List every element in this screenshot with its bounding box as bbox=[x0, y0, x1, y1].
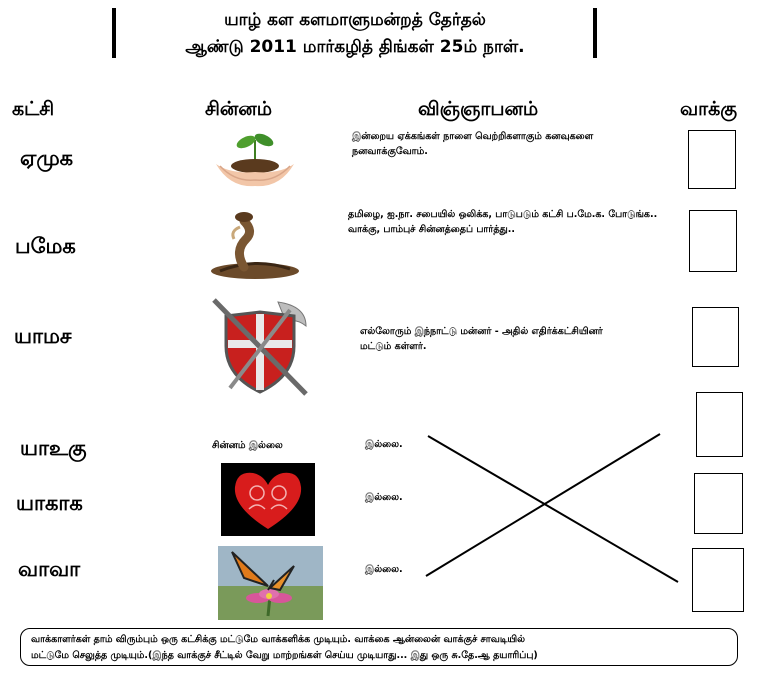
vote-box[interactable] bbox=[694, 473, 743, 534]
manifesto-text: இல்லை. bbox=[365, 492, 403, 503]
cobra-snake-icon bbox=[200, 207, 300, 281]
vote-box[interactable] bbox=[688, 130, 736, 189]
cross-out-mark bbox=[420, 430, 680, 585]
vote-box[interactable] bbox=[692, 307, 739, 367]
header-vote: வாக்கு bbox=[680, 98, 738, 120]
title-left-bar bbox=[112, 8, 116, 58]
heart-couple-icon bbox=[221, 463, 315, 536]
manifesto-text: இல்லை. bbox=[365, 564, 403, 575]
party-name: யாகாக bbox=[16, 491, 83, 515]
party-name: யாமச bbox=[14, 324, 72, 348]
manifesto-text: இல்லை. bbox=[365, 439, 403, 450]
butterfly-flower-icon bbox=[218, 546, 323, 620]
notice-line-1: வாக்காளர்கள் தாம் விரும்பும் ஒரு கட்சிக்கு மட்டுமே வாக்களிக்க முடியும். வாக்கை ஆன்லைன் வாக்குச் சாவடியில் bbox=[31, 634, 526, 645]
party-name: பமேக bbox=[15, 234, 76, 258]
vote-box[interactable] bbox=[689, 210, 737, 272]
plant-in-hands-icon bbox=[210, 126, 300, 194]
manifesto-text: தமிழை, ஐ.நா. சபையில் ஒலிக்க, பாடுபடும் கட்சி ப.மே.க. போடுங்க.. வாக்கு, பாம்புச் சின்னத்தைப் பார்த்து.. bbox=[348, 209, 658, 235]
manifesto-text: இன்றைய ஏக்கங்கள் நாளை வெற்றிகளாகும் கனவுகளை நனவாக்குவோம். bbox=[352, 131, 594, 157]
header-party: கட்சி bbox=[12, 98, 55, 120]
title-right-bar bbox=[593, 8, 597, 58]
notice-line-2: மட்டுமே செலுத்த முடியும்.(இந்த வாக்குச் சீட்டில் வேறு மாற்றங்கள் செய்ய முடியாது... இது ஒரு சு.தே.ஆ தயாரிப்பு) bbox=[31, 650, 538, 661]
vote-box[interactable] bbox=[696, 392, 743, 457]
shield-sword-axe-icon bbox=[206, 296, 314, 396]
party-name: வாவா bbox=[18, 557, 81, 581]
manifesto-text: எல்லோரும் இந்நாட்டு மன்னர் - அதில் எதிர்க்கட்சியினர் மட்டும் கள்ளர். bbox=[360, 326, 603, 352]
header-manifesto: விஞ்ஞாபனம் bbox=[418, 98, 539, 120]
ballot-date: ஆண்டு 2011 மார்கழித் திங்கள் 25ம் நாள். bbox=[185, 37, 525, 57]
party-name: ஏமுக bbox=[20, 146, 74, 170]
header-symbol: சின்னம் bbox=[205, 98, 273, 120]
voting-notice bbox=[20, 628, 738, 666]
party-name: யாஉகு bbox=[20, 436, 87, 460]
ballot-title: யாழ் கள களமாளுமன்றத் தேர்தல் bbox=[224, 10, 486, 30]
vote-box[interactable] bbox=[692, 548, 744, 612]
no-symbol-label: சின்னம் இல்லை bbox=[212, 440, 283, 451]
